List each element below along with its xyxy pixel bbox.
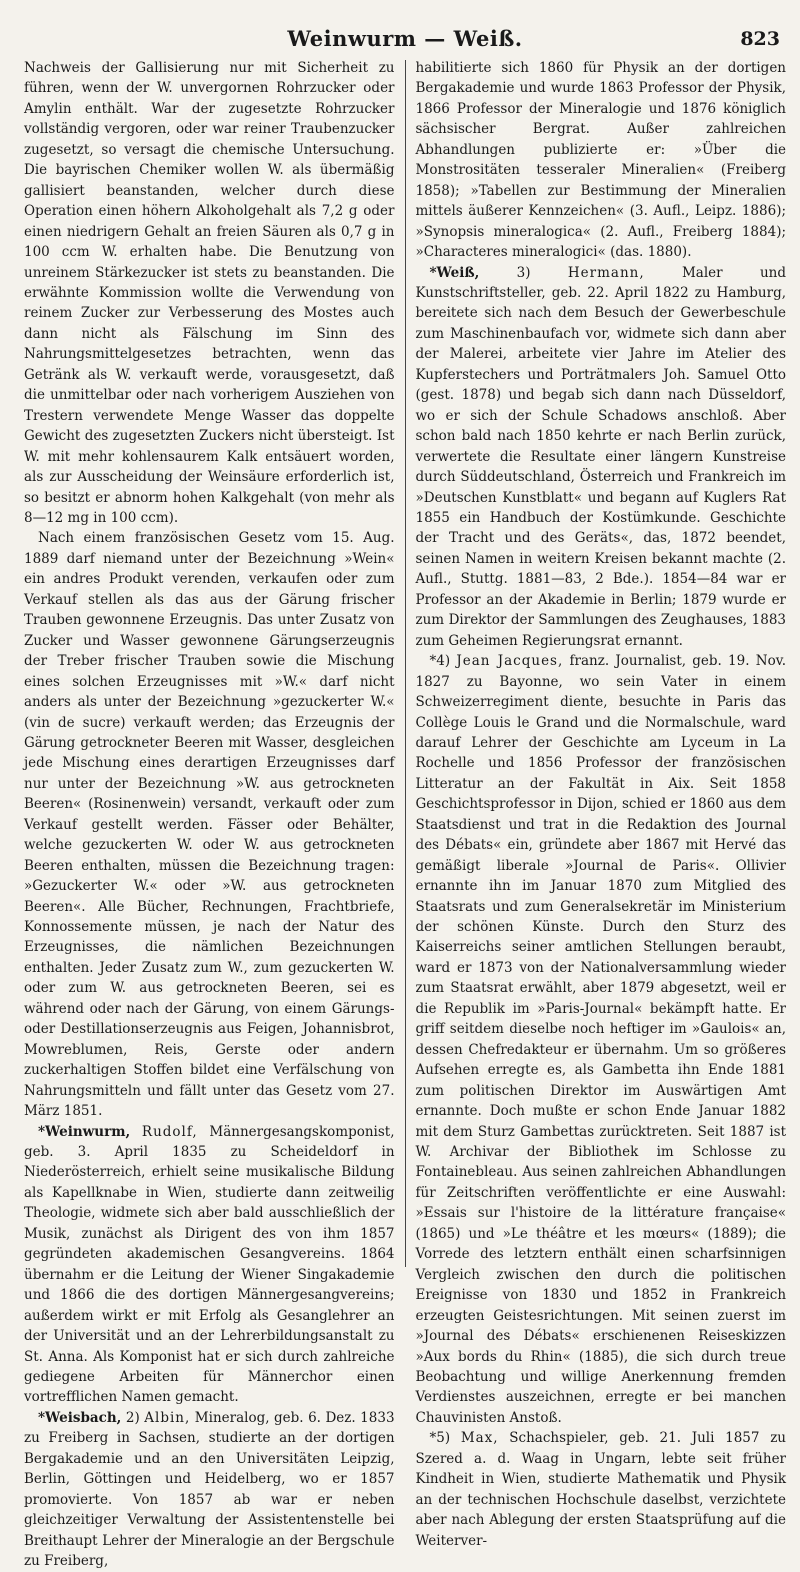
entry-name: Albin,	[144, 1409, 191, 1426]
entry-name: Hermann,	[567, 264, 645, 281]
entry-weiss-hermann	[416, 263, 787, 652]
entry-number: *4)	[429, 653, 451, 670]
entry-weiss-max	[416, 1428, 787, 1551]
entry-number: *5)	[429, 1430, 451, 1447]
headword: *Weinwurm,	[38, 1123, 131, 1140]
entry-text: Schachspieler, geb. 21. Juli 1857 zu Szered a. d. Waag in Ungarn, lebte seit früher Kindheit in Wien, studierte Mathematik und Physik an der technischen Hochschule daselbst, verzichtete aber nach Ablegung der ersten Staatsprüfung auf die Weiterver-	[415, 1430, 787, 1549]
left-column	[24, 58, 405, 1570]
running-title: Weinwurm — Weiß.	[287, 26, 523, 51]
page-number: 823	[740, 28, 780, 50]
entry-weiss-jean-jacques	[416, 651, 787, 1428]
entry-name: Jean Jacques,	[456, 653, 564, 670]
entry-weisbach	[24, 1408, 395, 1572]
entry-text: Männergesangskomponist, geb. 3. April 1835 zu Scheideldorf in Niederösterreich, erhielt seine musikalische Bildung als Kapellknabe in Wien, studierte dann zeitweilig Theologie, widmete sich aber bald ausschließlich der Musik, zunächst als Dirigent des von ihm 1857 gegründeten akademischen Gesangvereins. 1864 übernahm er die Leitung der Wiener Singakademie und 1866 die des dortigen Männergesangvereins; außerdem wirkt er mit Erfolg als Gesanglehrer an der Universität und an der Lehrerbildungsanstalt zu St. Anna. Als Komponist hat er sich durch zahlreiche gediegene Arbeiten für Männerchor einen vortrefflichen Namen gemacht.	[24, 1123, 395, 1406]
entry-name: Max,	[460, 1430, 499, 1447]
paragraph-gallisierung: Nachweis der Gallisierung nur mit Sicherheit zu führen, wenn der W. unvergornen Rohrzucker oder Amylin enthält. War der zugesetzte Rohrzucker vollständig vergoren, oder war reiner Traubenzucker zugesetzt, so versagt die chemische Untersuchung. Die bayrischen Chemiker wollen W. als übermäßig gallisiert beanstanden, welcher durch diese Operation einen höhern Alkoholgehalt als 7,2 g oder einen niedrigern Gehalt an freien Säuren als 0,7 g in 100 ccm W. erhalten habe. Die Benutzung von unreinem Stärkezucker ist stets zu beanstanden. Die erwähnte Kommission wollte die Verwendung von reinem Zucker zur Verbesserung des Mostes auch dann nicht als Fälschung im Sinn des Nahrungsmittelgesetzes betrachten, wenn das Getränk als W. verkauft werde, vorausgesetzt, daß die unmittelbar oder nach vorherigem Ausziehen von Trestern verwendete Menge Wasser das doppelte Gewicht des zugesetzten Zuckers nicht übersteigt. Ist W. mit mehr kohlensaurem Kalk entsäuert worden, als zur Ausscheidung der Weinsäure erforderlich ist, so besitzt er abnorm hohen Kalkgehalt (von mehr als 8—12 mg in 100 ccm).	[24, 60, 395, 526]
entry-weinwurm	[24, 1122, 395, 1408]
entry-name: Rudolf,	[141, 1123, 198, 1140]
headword: *Weiß,	[429, 264, 480, 281]
entry-text: Maler und Kunstschriftsteller, geb. 22. April 1822 zu Hamburg, bereitete sich nach dem Besuch der Gewerbeschule zum Maschinenbaufach vor, widmete sich dann aber der Malerei, arbeitete vier Jahre im Atelier des Kupferstechers und Porträtmalers Joh. Samuel Otto (gest. 1878) und begab sich dann nach Düsseldorf, wo er sich der Schule Schadows anschloß. Aber schon bald nach 1850 kehrte er nach Berlin zurück, verwertete die Resultate einer längern Kunstreise durch Süddeutschland, Österreich und Frankreich im »Deutschen Kunstblatt« und begann auf Kuglers Rat 1855 ein Handbuch der Kostümkunde. Geschichte der Tracht und des Geräts«, das, 1872 beendet, seinen Namen in weitern Kreisen bekannt machte (2. Aufl., Stuttg. 1881—83, 2 Bde.). 1854—84 war er Professor an der Akademie in Berlin; 1879 wurde er zum Direktor der Sammlungen des Zeughauses, 1883 zum Geheimen Regierungsrat ernannt.	[415, 264, 787, 649]
running-head	[24, 22, 786, 58]
paragraph-french-law: Nach einem französischen Gesetz vom 15. Aug. 1889 darf niemand unter der Bezeichnung »Wein« ein andres Produkt verenden, verkaufen oder zum Verkauf stellen als das aus der Gärung frischer Trauben gewonnene Erzeugnis. Das unter Zusatz von Zucker und Wasser gewonnene Gärungserzeugnis der Treber frischer Trauben sowie die Mischung eines solchen Erzeugnisses mit »W.« darf nicht anders als unter der Bezeichnung »gezuckerter W.« (vin de sucre) verkauft werden; das Erzeugnis der Gärung getrockneter Beeren mit Wasser, desgleichen jede Mischung eines derartigen Erzeugnisses darf nur unter der Bezeichnung »W. aus getrockneten Beeren« (Rosinenwein) versandt, verkauft oder zum Verkauf gestellt werden. Fässer oder Behälter, welche gezuckerten W. oder W. aus getrockneten Beeren enthalten, müssen die Bezeichnung tragen: »Gezuckerter W.« oder »W. aus getrockneten Beeren«. Alle Bücher, Rechnungen, Frachtbriefe, Konnossemente müssen, je nach der Natur des Erzeugnisses, die nämlichen Bezeichnungen enthalten. Jeder Zusatz zum W., zum gezuckerten W. oder zum W. aus getrockneten Beeren, sei es während oder nach der Gärung, von einem Gärungs- oder Destillationserzeugnis aus Feigen, Johannisbrot, Mowreblumen, Reis, Gerste oder andern zuckerhaltigen Stoffen bildet eine Verfälschung von Nahrungsmitteln und fällt unter das Gesetz vom 27. März 1851.	[24, 530, 395, 1120]
entry-text: franz. Journalist, geb. 19. Nov. 1827 zu Bayonne, wo sein Vater in einem Schweizerregiment diente, besuchte in Paris das Collège Louis le Grand und die Normalschule, ward darauf Lehrer der Geschichte am Lyceum in La Rochelle und 1856 Professor der französischen Litteratur an der Fakultät in Aix. Seit 1858 Geschichtsprofessor in Dijon, schied er 1860 aus dem Staatsdienst und trat in die Redaktion des Journal des Débats« ein, gründete aber 1867 mit Hervé das gemäßigt liberale »Journal de Paris«. Ollivier ernannte ihn im Januar 1870 zum Mitglied des Staatsrats und zum Generalsekretär im Ministerium der schönen Künste. Durch den Sturz des Kaiserreichs seiner amtlichen Stellungen beraubt, ward er 1873 von der Nationalversammlung wieder zum Staatsrat erwählt, aber 1879 abgesetzt, weil er die Republik im »Paris-Journal« bekämpft hatte. Er griff seitdem dieselbe noch heftiger im »Gaulois« an, dessen Chefredakteur er übernahm. Um so größeres Aufsehen erregte es, als Gambetta ihn Ende 1881 zum politischen Direktor im Auswärtigen Amt ernannte. Doch mußte er schon Ende Januar 1882 mit dem Sturz Gambettas zurücktreten. Seit 1887 ist W. Archivar der Bibliothek im Schlosse zu Fontainebleau. Aus seinen zahlreichen Abhandlungen für Zeitschriften veröffentlichte er eine Auswahl: »Essais sur l'histoire de la littérature française« (1865) und »Le théâtre et les mœurs« (1889); die Vorrede des letztern enthält einen scharfsinnigen Vergleich zwischen den durch die politischen Ereignisse von 1830 und 1852 in Frankreich erzeugten Geistesrichtungen. Mit seinen zuerst im »Journal des Débats« erschienenen Reiseskizzen »Aux bords du Rhin« (1885), die sich durch treue Beobachtung und willige Anerkennung fremden Verdienstes auszeichnen, erregte er bei manchen Chauvinisten Anstoß.	[415, 653, 787, 1426]
entry-number: 2)	[125, 1409, 140, 1426]
headword: *Weisbach,	[38, 1409, 122, 1426]
paragraph-weisbach-continued: habilitierte sich 1860 für Physik an der dortigen Bergakademie und wurde 1863 Professor der Physik, 1866 Professor der Mineralogie und 1876 königlich sächsischer Bergrat. Außer zahlreichen Abhandlungen publizierte er: »Über die Monstrositäten tesseraler Mineralien« (Freiberg 1858); »Tabellen zur Bestimmung der Mineralien mittels äußerer Kennzeichen« (3. Aufl., Leipz. 1886); »Synopsis mineralogica« (2. Aufl., Freiberg 1884); »Characteres mineralogici« (das. 1880).	[415, 60, 787, 261]
entry-number: 3)	[516, 264, 531, 281]
text-columns	[24, 58, 787, 1570]
entry-text: Mineralog, geb. 6. Dez. 1833 zu Freiberg in Sachsen, studierte an der dortigen Bergakademie und an den Universitäten Leipzig, Berlin, Göttingen und Heidelberg, wo er 1857 promovierte. Von 1857 ab war er neben gleichzeitiger Verwaltung der Assistentenstelle bei Breithaupt Lehrer der Mineralogie an der Bergschule zu Freiberg,	[24, 1409, 395, 1570]
right-column	[406, 58, 787, 1549]
